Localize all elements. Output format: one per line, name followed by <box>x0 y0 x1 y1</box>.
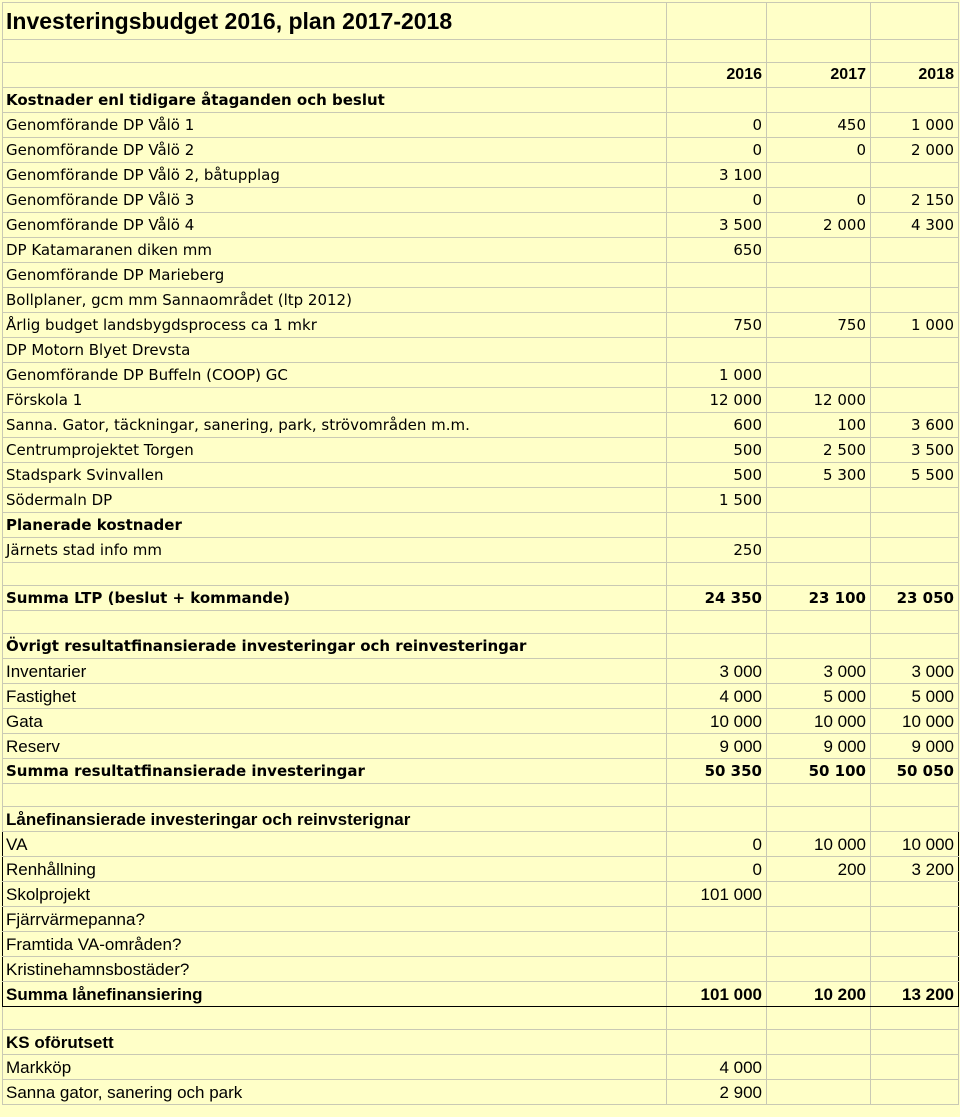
cell[interactable] <box>767 634 871 659</box>
value-2017: 750 <box>767 313 871 338</box>
value-2018: 3 600 <box>871 413 959 438</box>
blank-row <box>3 784 959 807</box>
value-2018: 10 000 <box>871 709 959 734</box>
cell[interactable] <box>667 563 767 586</box>
section2-row <box>3 734 959 759</box>
sum-ltp-label: Summa LTP (beslut + kommande) <box>3 586 667 611</box>
sum-section2 <box>3 759 959 784</box>
value-2018: 3 200 <box>871 857 959 882</box>
value-2018: 5 000 <box>871 684 959 709</box>
value-2016: 0 <box>667 188 767 213</box>
section3-row <box>3 857 959 882</box>
sum-section3-value-2017: 10 200 <box>767 982 871 1007</box>
cell[interactable] <box>871 40 959 63</box>
row-label: Reserv <box>3 734 667 759</box>
value-2016: 4 000 <box>667 1055 767 1080</box>
section1b-row <box>3 363 959 388</box>
value-2017 <box>767 163 871 188</box>
value-2017 <box>767 238 871 263</box>
cell[interactable] <box>767 3 871 40</box>
value-2018: 4 300 <box>871 213 959 238</box>
value-2016: 4 000 <box>667 684 767 709</box>
section4-row <box>3 1080 959 1105</box>
row-label: Skolprojekt <box>3 882 667 907</box>
cell[interactable] <box>667 40 767 63</box>
cell[interactable] <box>3 563 667 586</box>
row-label: Fastighet <box>3 684 667 709</box>
value-2017: 5 300 <box>767 463 871 488</box>
value-2017 <box>767 288 871 313</box>
section1b-row <box>3 463 959 488</box>
value-2016 <box>667 932 767 957</box>
section2-header <box>3 634 959 659</box>
value-2017: 2 000 <box>767 213 871 238</box>
sum-ltp-value-2018: 23 050 <box>871 586 959 611</box>
section1-row <box>3 113 959 138</box>
sum-section3-value-2016: 101 000 <box>667 982 767 1007</box>
value-2017 <box>767 932 871 957</box>
section3-row <box>3 907 959 932</box>
section3-header-label: Lånefinansierade investeringar och reinvsterignar <box>3 807 667 832</box>
year-2016-header: 2016 <box>667 63 767 88</box>
value-2016: 0 <box>667 832 767 857</box>
value-2016: 650 <box>667 238 767 263</box>
planned-header <box>3 513 959 538</box>
value-2017 <box>767 1055 871 1080</box>
value-2017: 9 000 <box>767 734 871 759</box>
row-label: Gata <box>3 709 667 734</box>
budget-table-body <box>3 3 959 1105</box>
value-2016: 101 000 <box>667 882 767 907</box>
row-label: Centrumprojektet Torgen <box>3 438 667 463</box>
cell[interactable] <box>871 88 959 113</box>
row-label: Järnets stad info mm <box>3 538 667 563</box>
section4-header-label: KS oförutsett <box>3 1030 667 1055</box>
sum-ltp-value-2016: 24 350 <box>667 586 767 611</box>
value-2018 <box>871 263 959 288</box>
value-2018 <box>871 907 959 932</box>
cell[interactable] <box>871 634 959 659</box>
value-2016 <box>667 907 767 932</box>
value-2016: 500 <box>667 463 767 488</box>
value-2017: 0 <box>767 138 871 163</box>
section1b-row <box>3 338 959 363</box>
sum-section2-value-2017: 50 100 <box>767 759 871 784</box>
value-2016: 3 000 <box>667 659 767 684</box>
sum-ltp <box>3 586 959 611</box>
value-2018: 5 500 <box>871 463 959 488</box>
section2-row <box>3 709 959 734</box>
cell[interactable] <box>667 611 767 634</box>
section1b-row <box>3 488 959 513</box>
year-2017-header: 2017 <box>767 63 871 88</box>
cell[interactable] <box>3 611 667 634</box>
row-label: Bollplaner, gcm mm Sannaområdet (ltp 2012) <box>3 288 667 313</box>
row-label: VA <box>3 832 667 857</box>
value-2017 <box>767 263 871 288</box>
value-2016: 250 <box>667 538 767 563</box>
row-label: Årlig budget landsbygdsprocess ca 1 mkr <box>3 313 667 338</box>
year-2018-header: 2018 <box>871 63 959 88</box>
sum-section2-value-2018: 50 050 <box>871 759 959 784</box>
row-label: Genomförande DP Vålö 3 <box>3 188 667 213</box>
cell[interactable] <box>871 1030 959 1055</box>
value-2016: 0 <box>667 113 767 138</box>
sum-ltp-value-2017: 23 100 <box>767 586 871 611</box>
value-2017 <box>767 1080 871 1105</box>
row-label: Genomförande DP Buffeln (COOP) GC <box>3 363 667 388</box>
section1-header-label: Kostnader enl tidigare åtaganden och beslut <box>3 88 667 113</box>
value-2016: 10 000 <box>667 709 767 734</box>
budget-table <box>2 2 959 1105</box>
cell[interactable] <box>667 513 767 538</box>
value-2016 <box>667 957 767 982</box>
cell[interactable] <box>767 513 871 538</box>
value-2016: 3 500 <box>667 213 767 238</box>
value-2017: 200 <box>767 857 871 882</box>
value-2018: 1 000 <box>871 113 959 138</box>
section1-row <box>3 138 959 163</box>
cell[interactable] <box>767 1030 871 1055</box>
value-2016: 1 000 <box>667 363 767 388</box>
cell[interactable] <box>667 88 767 113</box>
sum-section2-value-2016: 50 350 <box>667 759 767 784</box>
cell[interactable] <box>3 784 667 807</box>
value-2016: 0 <box>667 857 767 882</box>
cell[interactable] <box>767 563 871 586</box>
section1b-row <box>3 238 959 263</box>
value-2016: 750 <box>667 313 767 338</box>
cell[interactable] <box>767 784 871 807</box>
section1-row <box>3 213 959 238</box>
cell[interactable] <box>767 1007 871 1030</box>
section1b-row <box>3 438 959 463</box>
row-label: DP Katamaranen diken mm <box>3 238 667 263</box>
value-2017 <box>767 338 871 363</box>
year-header-row <box>3 63 959 88</box>
title-row <box>3 3 959 40</box>
value-2016: 3 100 <box>667 163 767 188</box>
cell[interactable] <box>767 807 871 832</box>
cell[interactable] <box>667 1030 767 1055</box>
value-2017: 5 000 <box>767 684 871 709</box>
value-2017 <box>767 363 871 388</box>
value-2016: 9 000 <box>667 734 767 759</box>
row-label: Sanna gator, sanering och park <box>3 1080 667 1105</box>
value-2018 <box>871 882 959 907</box>
cell[interactable] <box>667 1007 767 1030</box>
value-2016: 2 900 <box>667 1080 767 1105</box>
value-2016 <box>667 338 767 363</box>
cell[interactable] <box>667 3 767 40</box>
value-2017 <box>767 488 871 513</box>
value-2017: 2 500 <box>767 438 871 463</box>
value-2016: 12 000 <box>667 388 767 413</box>
value-2018 <box>871 488 959 513</box>
cell[interactable] <box>3 40 667 63</box>
value-2016: 1 500 <box>667 488 767 513</box>
value-2018: 2 000 <box>871 138 959 163</box>
row-label: Markköp <box>3 1055 667 1080</box>
row-label: Förskola 1 <box>3 388 667 413</box>
blank-row <box>3 40 959 63</box>
value-2017: 3 000 <box>767 659 871 684</box>
value-2017 <box>767 882 871 907</box>
value-2018 <box>871 1055 959 1080</box>
row-label: Genomförande DP Vålö 4 <box>3 213 667 238</box>
value-2018: 10 000 <box>871 832 959 857</box>
row-label: Framtida VA-områden? <box>3 932 667 957</box>
blank-row <box>3 563 959 586</box>
section4-header <box>3 1030 959 1055</box>
row-label: Inventarier <box>3 659 667 684</box>
value-2018 <box>871 538 959 563</box>
value-2017: 0 <box>767 188 871 213</box>
row-label: Fjärrvärmepanna? <box>3 907 667 932</box>
cell[interactable] <box>667 784 767 807</box>
value-2017 <box>767 907 871 932</box>
row-label: Kristinehamnsbostäder? <box>3 957 667 982</box>
cell[interactable] <box>871 611 959 634</box>
value-2018 <box>871 338 959 363</box>
value-2018: 3 500 <box>871 438 959 463</box>
value-2018 <box>871 1080 959 1105</box>
row-label: DP Motorn Blyet Drevsta <box>3 338 667 363</box>
section1-row <box>3 188 959 213</box>
section2-row <box>3 684 959 709</box>
section1-header <box>3 88 959 113</box>
cell[interactable] <box>871 784 959 807</box>
section2-row <box>3 659 959 684</box>
section3-header <box>3 807 959 832</box>
row-label: Södermaln DP <box>3 488 667 513</box>
cell[interactable] <box>871 513 959 538</box>
row-label: Renhållning <box>3 857 667 882</box>
value-2018 <box>871 932 959 957</box>
value-2016: 600 <box>667 413 767 438</box>
sum-section3-label: Summa lånefinansiering <box>3 982 667 1007</box>
section1b-row <box>3 313 959 338</box>
value-2018: 2 150 <box>871 188 959 213</box>
sum-section3 <box>3 982 959 1007</box>
row-label: Genomförande DP Marieberg <box>3 263 667 288</box>
value-2018 <box>871 288 959 313</box>
row-label: Genomförande DP Vålö 2 <box>3 138 667 163</box>
cell[interactable] <box>667 807 767 832</box>
row-label: Genomförande DP Vålö 2, båtupplag <box>3 163 667 188</box>
value-2018: 3 000 <box>871 659 959 684</box>
value-2016: 0 <box>667 138 767 163</box>
value-2018: 1 000 <box>871 313 959 338</box>
value-2016 <box>667 288 767 313</box>
page-title: Investeringsbudget 2016, plan 2017-2018 <box>3 3 667 40</box>
cell[interactable] <box>767 88 871 113</box>
blank-row <box>3 611 959 634</box>
value-2018 <box>871 957 959 982</box>
planned-header-label: Planerade kostnader <box>3 513 667 538</box>
cell[interactable] <box>3 1007 667 1030</box>
cell[interactable] <box>667 634 767 659</box>
value-2017: 100 <box>767 413 871 438</box>
value-2017: 10 000 <box>767 832 871 857</box>
value-2018 <box>871 238 959 263</box>
section1b-row <box>3 263 959 288</box>
value-2018 <box>871 388 959 413</box>
row-label: Sanna. Gator, täckningar, sanering, park, strövområden m.m. <box>3 413 667 438</box>
row-label: Stadspark Svinvallen <box>3 463 667 488</box>
value-2018 <box>871 363 959 388</box>
blank-row <box>3 1007 959 1030</box>
cell[interactable] <box>871 563 959 586</box>
value-2017 <box>767 538 871 563</box>
row-label: Genomförande DP Vålö 1 <box>3 113 667 138</box>
section2-header-label: Övrigt resultatfinansierade investeringar och reinvesteringar <box>3 634 667 659</box>
cell[interactable] <box>871 3 959 40</box>
value-2017: 12 000 <box>767 388 871 413</box>
sum-section2-label: Summa resultatfinansierade investeringar <box>3 759 667 784</box>
sum-section3-value-2018: 13 200 <box>871 982 959 1007</box>
section1b-row <box>3 288 959 313</box>
section3-row <box>3 957 959 982</box>
cell[interactable] <box>767 611 871 634</box>
section1b-row <box>3 388 959 413</box>
section3-row <box>3 932 959 957</box>
value-2018 <box>871 163 959 188</box>
value-2016 <box>667 263 767 288</box>
section1b-row <box>3 413 959 438</box>
value-2017 <box>767 957 871 982</box>
section1-row <box>3 163 959 188</box>
section3-row <box>3 882 959 907</box>
cell[interactable] <box>767 40 871 63</box>
cell[interactable] <box>871 1007 959 1030</box>
value-2017: 10 000 <box>767 709 871 734</box>
value-2016: 500 <box>667 438 767 463</box>
section3-row <box>3 832 959 857</box>
section4-row <box>3 1055 959 1080</box>
cell[interactable] <box>3 63 667 88</box>
cell[interactable] <box>871 807 959 832</box>
planned-row <box>3 538 959 563</box>
value-2018: 9 000 <box>871 734 959 759</box>
value-2017: 450 <box>767 113 871 138</box>
